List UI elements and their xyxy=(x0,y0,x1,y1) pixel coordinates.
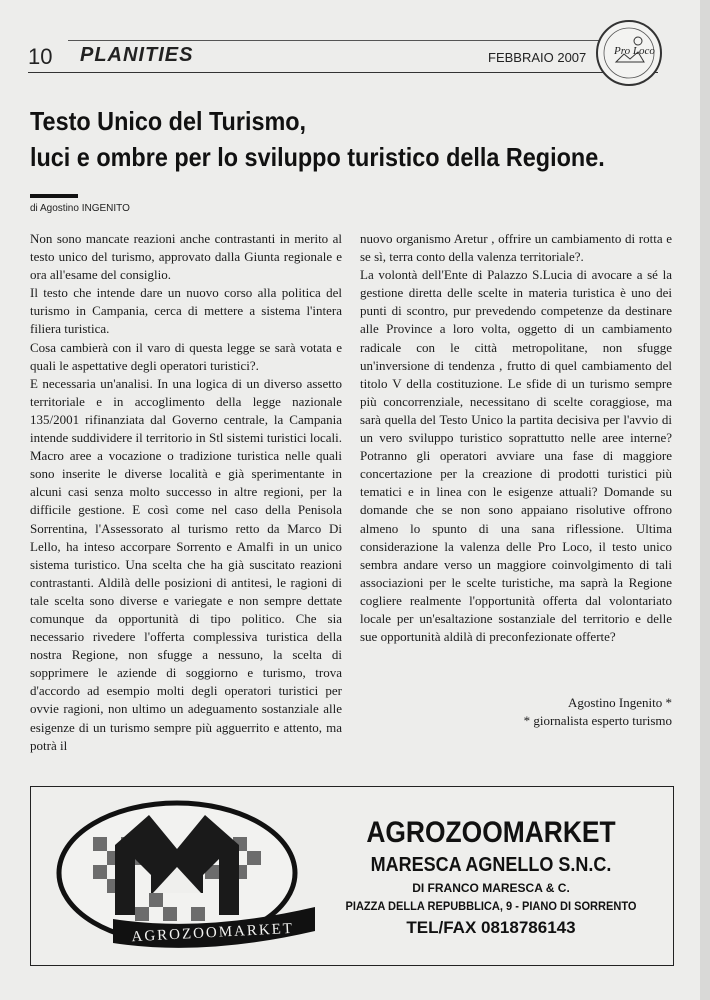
paragraph: Non sono mancate reazioni anche contrastanti in merito al testo unico del turismo, approvato dalla Giunta regionale e ora all'esame del consiglio. xyxy=(30,231,342,283)
byline: di Agostino INGENITO xyxy=(30,203,130,214)
ad-company-name: MARESCA AGNELLO S.N.C. xyxy=(370,854,612,876)
magazine-logo: PLANITIES xyxy=(80,44,194,66)
pro-loco-seal xyxy=(596,20,662,86)
advertisement xyxy=(30,786,674,966)
paragraph: E necessaria un'analisi. In una logica di un diverso assetto territoriale e in accoglimento della legge nazionale 135/2001 rifinanziata dal Governo centrale, la Campania intende suddividere il territorio in Stl sistemi turistici locali. Macro aree a vocazione o tradizione turistica nelle quali sono inserite le diverse località e già sperimentante in alcuni casi senza molto successo in altre regioni, per la difficile gestione. E così come nel caso della Penisola Sorrentina, l'Assessorato al turismo retto da Marco Di Lello, ha inteso accorpare Sorrento e Amalfi in un unico sistema turistico. Una scelta che ha già suscitato reazioni contrastanti. Aldilà delle posizioni di antitesi, le ragioni di tale scelta sono diverse e variegate e non sempre dettate comunque da opportunità di tipo politico. Che sia necessario rivedere l'offerta complessiva turistica della nostra Regione, non sfugge a nessuno, la scelta di sopprimere le aziende di soggiorno e turismo, trova d'accordo ad esempio molti degli operatori turistici per ovvie ragioni, non ultimo un adeguamento sostanziale alle esigenze di un turismo sempre più agguerrito e attento, ma potrà il xyxy=(30,375,342,753)
page-number: 10 xyxy=(28,44,53,69)
article-title xyxy=(30,103,615,175)
ad-address: PIAZZA DELLA REPUBBLICA, 9 - PIANO DI SORRENTO xyxy=(345,899,637,913)
issue-date: FEBBRAIO 2007 xyxy=(488,50,587,65)
article-column-right xyxy=(360,230,672,646)
article-signature xyxy=(500,694,672,730)
paragraph: Cosa cambierà con il varo di questa legge se sarà votata e quali le aspettative degli operatori turistici?. xyxy=(30,339,342,373)
logo-banner-text: AGROZOOMARKET xyxy=(131,920,295,946)
header-top-rule xyxy=(68,40,613,41)
header-rule xyxy=(28,72,658,73)
paragraph: Il testo che intende dare un nuovo corso alla politica del turismo in Campania, cerca di mettere a sistema l'intera filiera turistica. xyxy=(30,285,342,337)
byline-bar xyxy=(30,194,78,198)
ad-phone: TEL/FAX 0818786143 xyxy=(406,918,576,937)
seal-label: Pro Loco xyxy=(614,45,655,57)
paragraph: La volontà dell'Ente di Palazzo S.Lucia di avocare a sé la gestione diretta delle scelte in materia turistica è uno dei punti di scontro, pur prevedendo competenze da destinare alle Province a loro volta, oggetto di un cambiamento radicale con le città metropolitane, non sfugge un'inversione di tendenza , frutto di quel cambiamento del titolo V della costituzione. Le sfide di un turismo sempre più concorrenziale, necessitano di scelte coraggiose, ma sarà quella del Testo Unico la partita decisiva per l'avvio di un vero sviluppo turistico soprattutto nelle aree interne? Potranno gli operatori avviare una fase di maggiore concertazione per la creazione di prodotti turistici più tematici e in linea con le esigenze attuali? Domande su domande che se non sono appaiano risolutive offrono almeno lo spunto di una sana riflessione. Ultima considerazione la valenza delle Pro Loco, il testo unico sembra andare verso un maggiore coinvolgimento di tali associazioni per le scelte turistiche, ma saprà la Regione cogliere realmente l'opportunità offerta dal volontariato locale per un'esaltazione sostanziale del territorio e delle sue opportunità aldilà di preconfezionate offerte? xyxy=(360,267,672,645)
signature-role: * giornalista esperto turismo xyxy=(523,713,672,728)
signature-name: Agostino Ingenito * xyxy=(568,695,672,710)
page-header xyxy=(28,38,668,78)
paragraph: nuovo organismo Aretur , offrire un cambiamento di rotta e se sì, terra conto della valenza territoriale?. xyxy=(360,231,672,265)
agrozoomarket-logo-icon xyxy=(53,797,321,957)
seal-emblem-icon xyxy=(598,22,660,84)
ad-owner: DI FRANCO MARESCA & C. xyxy=(412,881,570,895)
title-line-1: Testo Unico del Turismo, xyxy=(30,106,307,136)
ad-store-name: AGROZOOMARKET xyxy=(366,816,616,849)
title-line-2: luci e ombre per lo sviluppo turistico della Regione. xyxy=(30,142,605,172)
article-column-left xyxy=(30,230,342,755)
ad-text-block xyxy=(321,815,661,941)
